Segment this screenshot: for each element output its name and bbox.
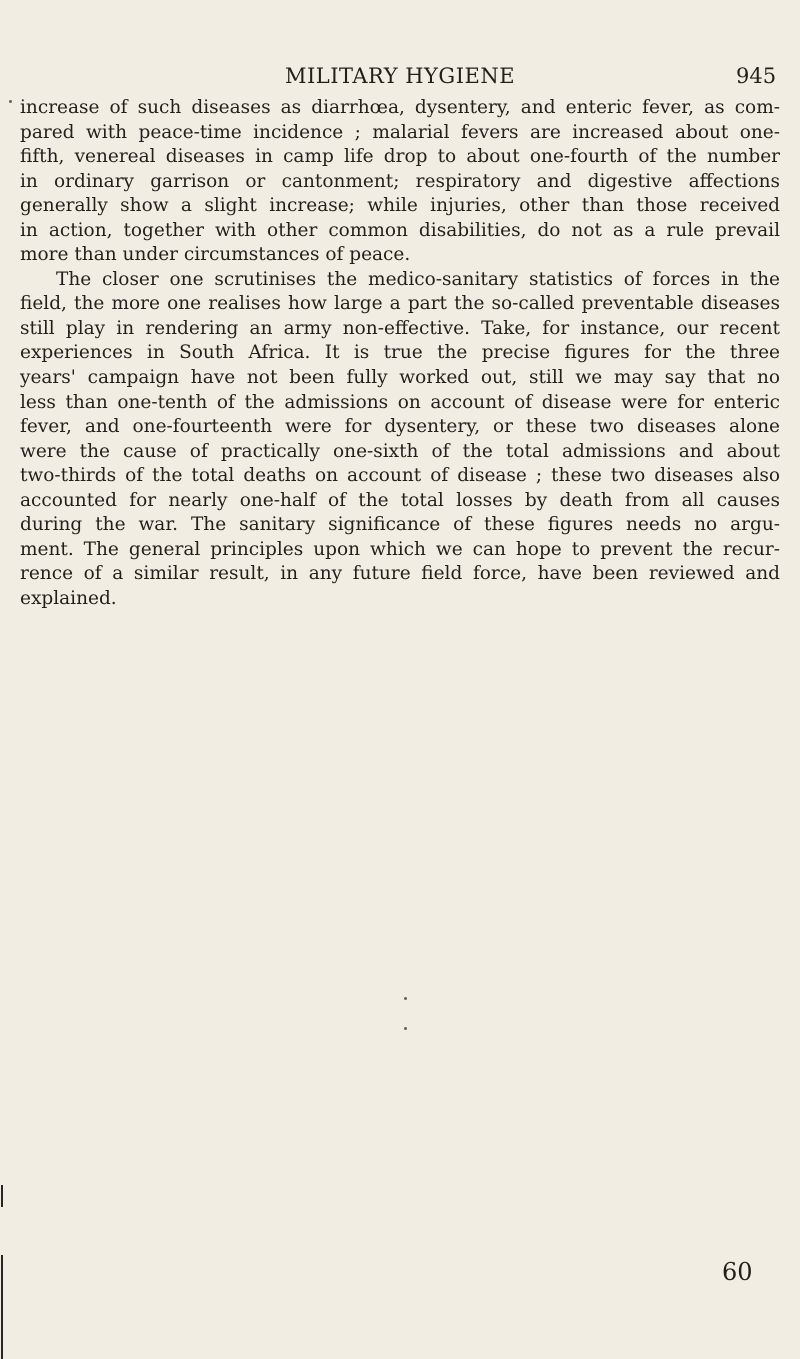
text-line: ment. The general principles upon which we can hope to prevent the recur- [20,538,780,560]
text-line: two-thirds of the total deaths on account of disease ; these two diseases also [20,465,780,487]
text-line: generally show a slight increase; while injuries, other than those received [20,195,780,217]
binding-edge [1,1185,3,1207]
paper-speck [9,100,12,103]
text-line: increase of such diseases as diarrhœa, dysentery, and enteric fever, as com- [20,97,780,118]
text-line: rence of a similar result, in any future field force, have been reviewed and [20,563,780,585]
text-line: The closer one scrutinises the medico-sanitary statistics of forces in the [56,268,780,290]
binding-edge [1,1255,3,1359]
signature-mark: 60 [722,1258,753,1286]
text-line: still play in rendering an army non-effective. Take, for instance, our recent [20,317,780,339]
text-line: were the cause of practically one-sixth of the total admissions and about [20,440,780,462]
text-line: explained. [20,587,117,609]
text-line: less than one-tenth of the admissions on account of disease were for enteric [20,391,780,413]
running-title: MILITARY HYGIENE [284,64,516,88]
text-line: during the war. The sanitary significance of these figures needs no argu- [20,514,780,536]
text-line: fever, and one-fourteenth were for dysentery, or these two diseases alone [20,416,780,438]
text-line: field, the more one realises how large a part the so-called preventable diseases [20,293,780,315]
text-line: in ordinary garrison or cantonment; respiratory and digestive affections [20,170,780,192]
paper-speck [404,1027,407,1030]
page-number: 945 [736,64,777,88]
paper-speck [404,997,407,1000]
text-line: fifth, venereal diseases in camp life drop to about one-fourth of the number [20,146,780,168]
text-line: in action, together with other common disabilities, do not as a rule prevail [20,219,780,241]
text-line: years' campaign have not been fully worked out, still we may say that no [20,367,780,389]
text-line: accounted for nearly one-half of the total losses by death from all causes [20,489,780,511]
body-text [20,96,780,611]
text-line: experiences in South Africa. It is true the precise figures for the three [20,342,780,364]
text-line: more than under circumstances of peace. [20,244,411,266]
text-line: pared with peace-time incidence ; malarial fevers are increased about one- [20,121,780,143]
